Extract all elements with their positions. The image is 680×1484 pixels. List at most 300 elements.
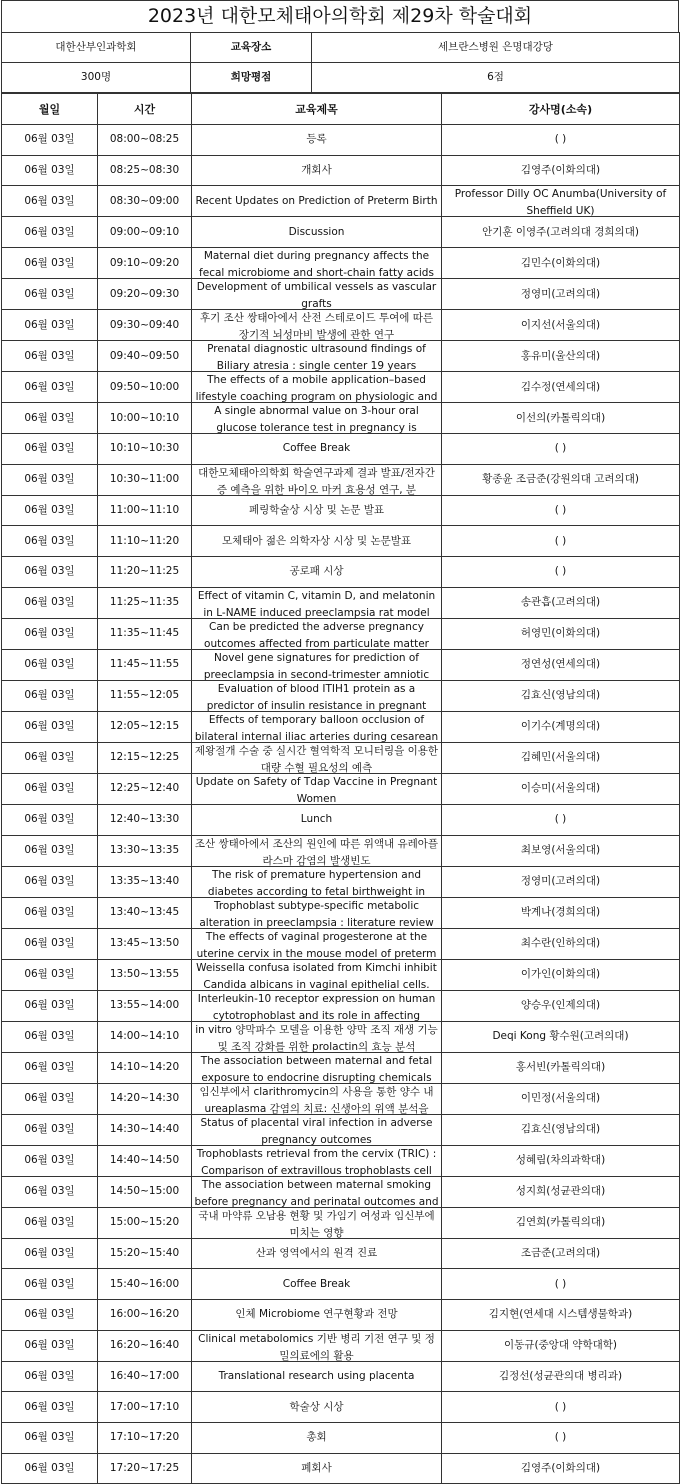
session-speaker bbox=[442, 557, 680, 588]
session-time-text: 09:00~09:10 bbox=[109, 225, 180, 238]
session-time bbox=[98, 959, 192, 990]
session-date bbox=[2, 928, 98, 959]
table-row bbox=[2, 773, 680, 804]
session-date-text: 06월 03일 bbox=[24, 906, 75, 918]
session-time bbox=[98, 1330, 192, 1361]
header-time: 시간 bbox=[98, 94, 192, 125]
session-title-text: 후기 조산 쌍태아에서 산전 스테로이드 투여에 따른 장기적 뇌성마비 발생에 관한 연구 bbox=[199, 312, 434, 341]
session-title bbox=[192, 248, 442, 279]
session-time-text: 15:00~15:20 bbox=[109, 1216, 180, 1228]
session-title-text: A single abnormal value on 3-hour oral glucose tolerance test in pregnancy is bbox=[214, 405, 419, 434]
session-speaker-text: ( ) bbox=[554, 565, 567, 578]
session-time-text: 15:20~15:40 bbox=[109, 1246, 180, 1259]
table-row bbox=[2, 649, 680, 680]
session-speaker-text: Professor Dilly OC Anumba(University of Sheffield UK) bbox=[454, 188, 667, 217]
session-time bbox=[98, 155, 192, 186]
table-row bbox=[2, 1330, 680, 1361]
table-row bbox=[2, 618, 680, 649]
session-time bbox=[98, 618, 192, 649]
session-title-text: Coffee Break bbox=[282, 1277, 351, 1290]
session-date bbox=[2, 464, 98, 495]
session-speaker bbox=[442, 1176, 680, 1207]
session-date-text: 06월 03일 bbox=[24, 1061, 75, 1073]
session-speaker-text: 이가인(이화의대) bbox=[520, 968, 601, 980]
session-date bbox=[2, 866, 98, 897]
session-speaker bbox=[442, 341, 680, 372]
session-title-text: Trophoblast subtype-specific metabolic alteration in preeclampsia : literature review bbox=[199, 899, 434, 928]
session-speaker-text: Deqi Kong 황수원(고려의대) bbox=[492, 1030, 629, 1042]
table-row bbox=[2, 928, 680, 959]
session-title-text: 학술상 시상 bbox=[289, 1400, 344, 1413]
table-row bbox=[2, 279, 680, 310]
session-title bbox=[192, 310, 442, 341]
session-time-text: 10:10~10:30 bbox=[109, 442, 180, 455]
session-title-text: 인체 Microbiome 연구현황과 전망 bbox=[235, 1308, 398, 1321]
session-speaker-text: 최보영(서울의대) bbox=[520, 844, 601, 856]
header-date: 월일 bbox=[2, 94, 98, 125]
session-title-text: 총회 bbox=[306, 1431, 327, 1444]
session-date bbox=[2, 1238, 98, 1269]
session-speaker-text: 성지희(성균관의대) bbox=[515, 1185, 606, 1197]
session-title bbox=[192, 125, 442, 156]
session-title-text: 국내 마약류 오남용 현황 및 가임기 여성과 임신부에 미치는 영향 bbox=[198, 1209, 435, 1238]
session-title-text: Evaluation of blood ITIH1 protein as a predictor of insulin resistance in pregnant bbox=[206, 682, 427, 711]
session-speaker bbox=[442, 928, 680, 959]
session-speaker bbox=[442, 1083, 680, 1114]
session-date-text: 06월 03일 bbox=[24, 318, 75, 331]
session-title bbox=[192, 1114, 442, 1145]
session-time bbox=[98, 1114, 192, 1145]
session-time bbox=[98, 835, 192, 866]
session-date-text: 06월 03일 bbox=[24, 968, 75, 980]
session-speaker-text: 김수정(연세의대) bbox=[520, 380, 601, 393]
session-speaker-text: 허영민(이화의대) bbox=[520, 627, 601, 640]
schedule-body bbox=[2, 125, 680, 1484]
session-time bbox=[98, 804, 192, 835]
session-date bbox=[2, 341, 98, 372]
session-time-text: 09:30~09:40 bbox=[109, 318, 180, 331]
session-date bbox=[2, 248, 98, 279]
session-date bbox=[2, 1207, 98, 1238]
session-title-text: 조산 쌍태아에서 조산의 원인에 따른 위액내 유레아플라스마 감염의 발생빈도 bbox=[194, 837, 439, 866]
session-speaker-text: 조금준(고려의대) bbox=[520, 1246, 601, 1259]
session-title-text: 개회사 bbox=[301, 164, 332, 177]
session-date bbox=[2, 1330, 98, 1361]
session-speaker-text: 김효신(영남의대) bbox=[520, 689, 601, 702]
session-date-text: 06월 03일 bbox=[24, 1339, 75, 1352]
session-time-text: 11:45~11:55 bbox=[109, 658, 180, 671]
session-date-text: 06월 03일 bbox=[24, 1400, 75, 1413]
session-date bbox=[2, 310, 98, 341]
table-row bbox=[2, 680, 680, 711]
session-time-text: 13:35~13:40 bbox=[109, 875, 180, 887]
session-time bbox=[98, 1052, 192, 1083]
session-title bbox=[192, 1083, 442, 1114]
session-time bbox=[98, 125, 192, 156]
session-title-text: Recent Updates on Prediction of Preterm Birth bbox=[195, 194, 438, 207]
session-time bbox=[98, 1238, 192, 1269]
session-time-text: 13:50~13:55 bbox=[109, 968, 180, 980]
session-date-text: 06월 03일 bbox=[24, 720, 75, 733]
table-row bbox=[2, 1392, 680, 1423]
organizer-value: 대한산부인과학회 bbox=[2, 33, 191, 63]
session-title-text: Translational research using placenta bbox=[218, 1369, 415, 1382]
session-speaker-text: 성혜림(차의과학대) bbox=[515, 1154, 606, 1166]
header-row bbox=[2, 94, 680, 125]
session-title-text: 제왕절개 수술 중 실시간 혈역학적 모니터링을 이용한 대량 수혈 필요성의 예측 bbox=[194, 744, 439, 773]
session-speaker bbox=[442, 1422, 680, 1453]
session-date-text: 06월 03일 bbox=[24, 442, 75, 455]
session-date bbox=[2, 990, 98, 1021]
session-date bbox=[2, 495, 98, 526]
session-speaker-text: 이민정(서울의대) bbox=[520, 1092, 601, 1104]
session-date bbox=[2, 1052, 98, 1083]
session-date bbox=[2, 1176, 98, 1207]
session-date-text: 06월 03일 bbox=[24, 225, 75, 238]
session-time-text: 11:00~11:10 bbox=[109, 504, 180, 517]
session-date-text: 06월 03일 bbox=[24, 287, 75, 300]
session-time bbox=[98, 1422, 192, 1453]
session-title-text: Effects of temporary balloon occlusion of bilateral internal iliac arteries during cesarean bbox=[194, 713, 439, 742]
session-speaker bbox=[442, 835, 680, 866]
session-speaker bbox=[442, 526, 680, 557]
session-speaker-text: ( ) bbox=[554, 504, 567, 517]
session-title bbox=[192, 1052, 442, 1083]
session-time-text: 14:00~14:10 bbox=[109, 1030, 180, 1042]
session-title-text: 페링학술상 시상 및 논문 발표 bbox=[248, 504, 385, 517]
session-time bbox=[98, 1299, 192, 1330]
session-speaker-text: 김효신(영남의대) bbox=[520, 1123, 601, 1135]
session-title-text: The effects of a mobile application–based lifestyle coaching program on physiologic and bbox=[195, 374, 438, 403]
session-date-text: 06월 03일 bbox=[24, 627, 75, 640]
session-time-text: 13:55~14:00 bbox=[109, 999, 180, 1011]
session-title bbox=[192, 279, 442, 310]
session-date-text: 06월 03일 bbox=[24, 133, 75, 146]
session-title-text: Update on Safety of Tdap Vaccine in Pregnant Women bbox=[195, 775, 438, 804]
session-date-text: 06월 03일 bbox=[24, 813, 75, 826]
session-title bbox=[192, 835, 442, 866]
session-speaker-text: 이기수(계명의대) bbox=[520, 720, 601, 733]
session-title-text: 등록 bbox=[306, 133, 327, 146]
session-speaker-text: ( ) bbox=[554, 1431, 567, 1444]
session-speaker-text: 이동규(중앙대 약학대학) bbox=[504, 1339, 617, 1352]
session-title-text: Effect of vitamin C, vitamin D, and melatonin in L-NAME induced preeclampsia rat model bbox=[197, 589, 436, 618]
session-time-text: 09:40~09:50 bbox=[109, 349, 180, 362]
session-time-text: 13:45~13:50 bbox=[109, 937, 180, 949]
session-speaker-text: 김정선(성균관의대 병리과) bbox=[498, 1369, 623, 1382]
session-time-text: 10:00~10:10 bbox=[109, 411, 180, 424]
session-date bbox=[2, 711, 98, 742]
session-date bbox=[2, 1114, 98, 1145]
session-date bbox=[2, 587, 98, 618]
session-date-text: 06월 03일 bbox=[24, 844, 75, 856]
session-title bbox=[192, 1299, 442, 1330]
session-time-text: 08:30~09:00 bbox=[109, 194, 180, 207]
session-date bbox=[2, 618, 98, 649]
session-time-text: 08:00~08:25 bbox=[109, 133, 180, 146]
session-date-text: 06월 03일 bbox=[24, 596, 75, 609]
session-date bbox=[2, 557, 98, 588]
credit-label: 희망평점 bbox=[191, 63, 312, 93]
session-title-text: in vitro 양막파수 모델을 이용한 양막 조직 재생 기능 및 조직 강화를 위한 prolactin의 효능 분석 bbox=[195, 1023, 438, 1052]
session-time bbox=[98, 403, 192, 434]
info-row bbox=[2, 63, 680, 93]
session-speaker-text: 이승미(서울의대) bbox=[520, 782, 601, 795]
table-row bbox=[2, 1207, 680, 1238]
session-speaker-text: 박계나(경희의대) bbox=[520, 906, 601, 918]
info-table bbox=[1, 32, 680, 93]
session-date bbox=[2, 1392, 98, 1423]
session-title-text: Can be predicted the adverse pregnancy outcomes affected from particulate matter bbox=[204, 620, 429, 649]
header-title: 교육제목 bbox=[192, 94, 442, 125]
session-speaker-text: 정영미(고려의대) bbox=[520, 875, 601, 887]
session-speaker bbox=[442, 1207, 680, 1238]
session-title-text: Novel gene signatures for prediction of preeclampsia in second-trimester amniotic bbox=[203, 651, 430, 680]
session-date-text: 06월 03일 bbox=[24, 937, 75, 949]
session-speaker bbox=[442, 1299, 680, 1330]
session-speaker-text: 이선의(카톨릭의대) bbox=[515, 411, 606, 424]
session-date bbox=[2, 217, 98, 248]
session-time bbox=[98, 866, 192, 897]
session-speaker bbox=[442, 618, 680, 649]
session-title bbox=[192, 372, 442, 403]
session-date bbox=[2, 1361, 98, 1392]
table-row bbox=[2, 1453, 680, 1484]
session-speaker-text: ( ) bbox=[554, 1400, 567, 1413]
session-title-text: The effects of vaginal progesterone at the uterine cervix in the mouse model of preterm bbox=[196, 930, 437, 959]
session-speaker bbox=[442, 217, 680, 248]
session-date-text: 06월 03일 bbox=[24, 751, 75, 764]
session-date bbox=[2, 526, 98, 557]
table-row bbox=[2, 1052, 680, 1083]
session-date bbox=[2, 434, 98, 465]
session-title bbox=[192, 742, 442, 773]
session-title bbox=[192, 155, 442, 186]
session-date bbox=[2, 1269, 98, 1300]
session-title-text: Discussion bbox=[288, 225, 345, 238]
session-title-text: Weissella confusa isolated from Kimchi inhibit Candida albicans in vaginal epithelial cells. bbox=[196, 961, 437, 990]
session-date bbox=[2, 1299, 98, 1330]
session-title-text: The risk of premature hypertension and diabetes according to fetal birthweight in bbox=[207, 868, 426, 897]
session-date bbox=[2, 897, 98, 928]
session-date-text: 06월 03일 bbox=[24, 1030, 75, 1042]
session-time-text: 11:10~11:20 bbox=[109, 534, 180, 547]
session-time bbox=[98, 248, 192, 279]
session-speaker-text: 김민수(이화의대) bbox=[520, 256, 601, 269]
session-title bbox=[192, 1238, 442, 1269]
session-time bbox=[98, 526, 192, 557]
table-row bbox=[2, 1021, 680, 1052]
table-row bbox=[2, 835, 680, 866]
session-date-text: 06월 03일 bbox=[24, 534, 75, 547]
session-title bbox=[192, 1207, 442, 1238]
table-row bbox=[2, 557, 680, 588]
session-speaker bbox=[442, 155, 680, 186]
session-title-text: 폐회사 bbox=[301, 1461, 332, 1474]
session-time bbox=[98, 1207, 192, 1238]
page-title: 2023년 대한모체태아의학회 제29차 학술대회 bbox=[1, 0, 679, 32]
session-time bbox=[98, 1145, 192, 1176]
table-row bbox=[2, 1145, 680, 1176]
session-speaker bbox=[442, 186, 680, 217]
session-title-text: 임신부에서 clarithromycin의 사용을 통한 양수 내 ureaplasma 감염의 치료: 신생아의 위액 분석을 bbox=[199, 1085, 434, 1114]
session-speaker bbox=[442, 866, 680, 897]
session-speaker bbox=[442, 990, 680, 1021]
table-row bbox=[2, 959, 680, 990]
table-row bbox=[2, 1114, 680, 1145]
session-title bbox=[192, 526, 442, 557]
session-speaker bbox=[442, 1453, 680, 1484]
session-title bbox=[192, 403, 442, 434]
header-speaker: 강사명(소속) bbox=[442, 94, 680, 125]
session-title-text: 대한모체태아의학회 학술연구과제 결과 발표/전자간증 예측을 위한 바이오 마커 효용성 연구, 분 bbox=[198, 466, 435, 495]
table-row bbox=[2, 866, 680, 897]
session-time-text: 17:00~17:10 bbox=[109, 1400, 180, 1413]
session-title bbox=[192, 1330, 442, 1361]
session-date-text: 06월 03일 bbox=[24, 565, 75, 578]
session-speaker-text: 양승우(인제의대) bbox=[520, 999, 601, 1011]
session-title bbox=[192, 1422, 442, 1453]
session-speaker bbox=[442, 1269, 680, 1300]
session-title bbox=[192, 587, 442, 618]
session-date-text: 06월 03일 bbox=[24, 1246, 75, 1259]
session-speaker bbox=[442, 804, 680, 835]
session-time bbox=[98, 464, 192, 495]
session-date bbox=[2, 742, 98, 773]
session-time bbox=[98, 1453, 192, 1484]
session-title bbox=[192, 341, 442, 372]
session-date-text: 06월 03일 bbox=[24, 256, 75, 269]
session-time bbox=[98, 1176, 192, 1207]
session-time-text: 14:50~15:00 bbox=[109, 1185, 180, 1197]
session-title bbox=[192, 1176, 442, 1207]
session-time-text: 08:25~08:30 bbox=[109, 164, 180, 177]
session-title bbox=[192, 959, 442, 990]
session-date-text: 06월 03일 bbox=[24, 1185, 75, 1197]
session-time bbox=[98, 1269, 192, 1300]
session-time bbox=[98, 742, 192, 773]
session-title-text: Coffee Break bbox=[282, 442, 351, 455]
place-value: 세브란스병원 은명대강당 bbox=[312, 33, 680, 63]
session-title bbox=[192, 1145, 442, 1176]
table-row bbox=[2, 990, 680, 1021]
session-title bbox=[192, 897, 442, 928]
session-date bbox=[2, 186, 98, 217]
session-time-text: 10:30~11:00 bbox=[109, 473, 180, 486]
session-date-text: 06월 03일 bbox=[24, 380, 75, 393]
table-row bbox=[2, 1176, 680, 1207]
table-row bbox=[2, 125, 680, 156]
session-speaker bbox=[442, 649, 680, 680]
session-title bbox=[192, 804, 442, 835]
session-title bbox=[192, 464, 442, 495]
session-title bbox=[192, 990, 442, 1021]
session-time bbox=[98, 928, 192, 959]
session-date-text: 06월 03일 bbox=[24, 875, 75, 887]
session-date-text: 06월 03일 bbox=[24, 658, 75, 671]
schedule-document bbox=[1, 0, 679, 1484]
session-time bbox=[98, 711, 192, 742]
session-time bbox=[98, 1361, 192, 1392]
table-row bbox=[2, 434, 680, 465]
schedule-table bbox=[1, 93, 680, 1484]
session-time-text: 17:20~17:25 bbox=[109, 1461, 180, 1474]
session-time-text: 11:20~11:25 bbox=[109, 565, 180, 578]
session-time bbox=[98, 186, 192, 217]
session-date-text: 06월 03일 bbox=[24, 1308, 75, 1321]
session-date-text: 06월 03일 bbox=[24, 349, 75, 362]
session-speaker bbox=[442, 711, 680, 742]
place-label: 교육장소 bbox=[191, 33, 312, 63]
session-speaker-text: 김연희(카톨릭의대) bbox=[515, 1216, 606, 1228]
session-date-text: 06월 03일 bbox=[24, 999, 75, 1011]
session-date-text: 06월 03일 bbox=[24, 1154, 75, 1166]
session-speaker-text: 김혜민(서울의대) bbox=[520, 751, 601, 764]
session-time bbox=[98, 990, 192, 1021]
session-speaker bbox=[442, 680, 680, 711]
session-date bbox=[2, 835, 98, 866]
session-speaker bbox=[442, 773, 680, 804]
session-speaker bbox=[442, 125, 680, 156]
table-row bbox=[2, 464, 680, 495]
session-title bbox=[192, 1392, 442, 1423]
session-speaker-text: 김영주(이화의대) bbox=[520, 1461, 601, 1474]
session-title-text: Lunch bbox=[300, 813, 333, 826]
session-speaker-text: 안기훈 이영주(고려의대 경희의대) bbox=[482, 225, 639, 238]
session-date-text: 06월 03일 bbox=[24, 504, 75, 517]
session-time bbox=[98, 773, 192, 804]
table-row bbox=[2, 1422, 680, 1453]
session-title bbox=[192, 1021, 442, 1052]
table-row bbox=[2, 587, 680, 618]
session-speaker bbox=[442, 1330, 680, 1361]
session-date bbox=[2, 403, 98, 434]
session-title bbox=[192, 217, 442, 248]
table-row bbox=[2, 248, 680, 279]
session-title bbox=[192, 711, 442, 742]
table-row bbox=[2, 804, 680, 835]
table-row bbox=[2, 372, 680, 403]
session-time bbox=[98, 557, 192, 588]
session-time-text: 12:15~12:25 bbox=[109, 751, 180, 764]
session-speaker bbox=[442, 742, 680, 773]
session-time-text: 14:20~14:30 bbox=[109, 1092, 180, 1104]
session-speaker bbox=[442, 495, 680, 526]
session-time-text: 17:10~17:20 bbox=[109, 1431, 180, 1444]
session-date bbox=[2, 1083, 98, 1114]
session-date-text: 06월 03일 bbox=[24, 1277, 75, 1290]
table-row bbox=[2, 897, 680, 928]
session-time bbox=[98, 649, 192, 680]
session-date-text: 06월 03일 bbox=[24, 1216, 75, 1228]
session-date bbox=[2, 649, 98, 680]
session-time bbox=[98, 897, 192, 928]
session-title bbox=[192, 618, 442, 649]
session-speaker-text: 이지선(서울의대) bbox=[520, 318, 601, 331]
session-speaker bbox=[442, 372, 680, 403]
session-date-text: 06월 03일 bbox=[24, 194, 75, 207]
session-date bbox=[2, 1145, 98, 1176]
table-row bbox=[2, 742, 680, 773]
session-speaker bbox=[442, 310, 680, 341]
session-time-text: 11:35~11:45 bbox=[109, 627, 180, 640]
session-time-text: 14:30~14:40 bbox=[109, 1123, 180, 1135]
session-speaker bbox=[442, 464, 680, 495]
session-time bbox=[98, 217, 192, 248]
session-speaker bbox=[442, 248, 680, 279]
table-row bbox=[2, 155, 680, 186]
table-row bbox=[2, 341, 680, 372]
